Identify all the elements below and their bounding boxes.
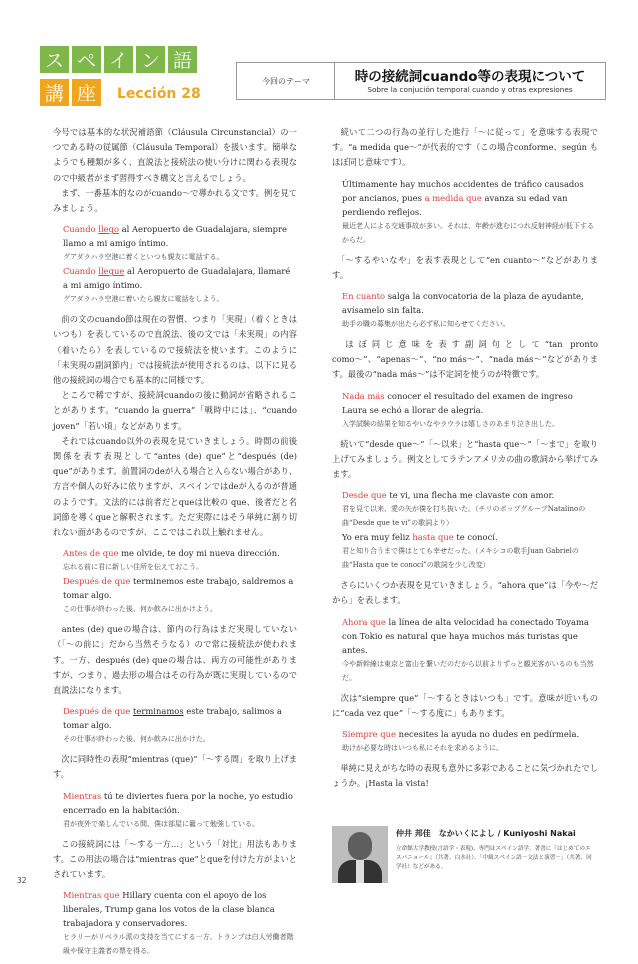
spanish-example: Desde que te vi, una flecha me clavaste con amor. xyxy=(342,490,555,501)
portrait-head xyxy=(348,832,372,860)
spanish-example: Ahora que la línea de alta velocidad ha conectado Toyama con Tokio es natural que haya muchos más turistas que antes. xyxy=(342,616,589,655)
japanese-translation: 今や新幹線は東京と富山を繋いだのだから以前よりずっと観光客がいるのも当然だ。 xyxy=(342,659,594,682)
example-block xyxy=(342,488,598,572)
page-number: 32 xyxy=(17,876,27,885)
japanese-translation: その仕事が終わった後、何か飲みに出かけた。 xyxy=(63,735,210,744)
japanese-translation: 助手の職の募集が出たら必ず私に知らせてください。 xyxy=(342,320,510,329)
spanish-example: Últimamente hay muchos accidentes de tráfico causados por ancianos, pues a medida que avanza su edad van perdiendo reflejos. xyxy=(342,178,584,217)
example-block xyxy=(342,289,598,331)
body-paragraph: ほぼ同じ意味を表す副詞句として“tan pronto como〜”、“apenas〜”、“no más〜”、“nada más〜”などがあります。最後の“nada más〜”は不定詞を使うのが特徴です。 xyxy=(332,339,601,380)
title-char: ス xyxy=(40,46,69,73)
example-block xyxy=(63,546,297,616)
example-block xyxy=(342,615,598,685)
title-char: ン xyxy=(136,46,165,73)
spanish-example: En cuanto salga la convocatoria de la plaza de ayudante, avísamelo sin falta. xyxy=(342,291,584,316)
example-block xyxy=(342,389,598,431)
theme-box xyxy=(334,62,606,100)
left-column xyxy=(53,125,297,964)
japanese-translation: グアダラハラ空港に着くといつも親友に電話する。 xyxy=(63,253,224,262)
spanish-example: Mientras que Hillary cuenta con el apoyo de los liberales, Trump gana los votos de la clase blanca trabajadora y conservadores. xyxy=(63,890,275,929)
body-paragraph: 単純に見えがちな時の表現も意外に多彩であることに気づかれたでしょうか。¡Hasta la vista! xyxy=(332,763,598,789)
author-photo xyxy=(332,826,388,883)
title-char: ペ xyxy=(72,46,101,73)
body-paragraph: さらにいくつか表現を見ていきましょう。“ahora que”は「今や〜だから」を表します。 xyxy=(332,580,598,606)
japanese-translation: 君と知り合うまで僕はとても幸せだった。（メキシコの歌手Juan Gabrielの曲“Hasta que te conocí”の歌詞を少し改変） xyxy=(342,547,579,570)
spanish-example: Yo era muy feliz hasta que te conocí. xyxy=(342,532,498,543)
body-paragraph: antes (de) queの場合は、節内の行為はまだ実現していない（「〜の前に」だから当然そうなる）ので常に接続法が使われます。一方、después (de) queの場合は、両方の可能性がありますが、つまり、過去形の場合はその行為が既に実現しているので直説法になります。 xyxy=(53,624,297,696)
body-paragraph: 続いて二つの行為の並行した進行「〜に従って」を意味する表現です。“a medida que〜”が代表的です（この場合conforme、según も ほぼ同じ意味です）。 xyxy=(332,127,601,168)
japanese-translation: 君を見て以来、愛の矢が僕を打ち抜いた。（チリのポップグループNatalinoの曲“Desde que te vi”の歌詞より） xyxy=(342,505,586,528)
example-block xyxy=(63,222,297,306)
title-char: 語 xyxy=(168,46,197,73)
spanish-example: Después de que terminemos este trabajo, saldremos a tomar algo. xyxy=(63,576,294,601)
japanese-translation: 忘れる前に君に新しい住所を伝えておこう。 xyxy=(63,563,203,572)
theme-title: 時の接続詞cuando等の表現について xyxy=(354,69,586,85)
author-bio: 立命館大学教授(言語学・表現)、専門はスペイン語学。著書に『はじめてのエスパニョール』（共著、白水社）、「中級スペイン語－文法と演習－」（共著、同学社）などがある。 xyxy=(396,846,592,871)
body-paragraph: この接続詞には「〜する一方…」という「対比」用法もあります。この用法の場合は“mientras que”とqueを付けた方がよいとされています。 xyxy=(53,838,297,880)
portrait-shirt xyxy=(356,860,364,883)
lesson-char: 講 xyxy=(40,79,69,106)
spanish-example: Mientras tú te diviertes fuera por la noche, yo estudio encerrado en la habitación. xyxy=(63,790,293,815)
theme-label: 今回のテーマ xyxy=(236,62,335,100)
example-block xyxy=(63,789,297,831)
body-paragraph: 今号では基本的な状況補語節（Cláusula Circunstancial）の一つである時の従属節（Cláusula Temporal）を扱います。簡単なようでも種類が多く、直説法と接続法の使い分けに関わる表現なので中級者がまず習得すべき構文と言えるでしょう。 まず、一番基本的なのがcuando〜で導かれる文です。例を見てみましょう。 xyxy=(53,127,297,214)
japanese-translation: 最近老人による交通事故が多い。それは、年齢が進むにつれ反射神経が低下するからだ。 xyxy=(342,221,594,244)
right-column xyxy=(332,125,601,794)
example-block xyxy=(63,704,297,746)
example-block xyxy=(342,727,598,755)
japanese-translation: 君が夜外で楽しんでいる間、僕は部屋に籠って勉強している。 xyxy=(63,819,259,828)
body-paragraph: 「〜するやいなや」を表す表現として“en cuanto〜”などがあります。 xyxy=(332,254,598,280)
body-paragraph: 前の文のcuando節は現在の習慣、つまり「実現」（着くときはいつも）を表しているので直説法、後の文では「未実現」の内容（着いたら）を表しているので接続法を使います。このように「未実現の副詞節内」では接続法が使用されるのは、以下に見る他の接続詞の場合でも基本的に同様です。 ところで稀ですが、接続詞cuandoの後に動詞が省略されることがあります。“cuando la guerra”「戦時中には」、“cuando joven”「若い頃」などがあります。 それではcuando以外の表現を見ていきましょう。時間の前後関係を表す表現として“antes (de) que”と“después (de) que”があります。前置詞のdeが入る場合と入らない場合があり、方言や個人の好みに依りますが、スペインではdeが入るのが普通のようです。文法的には前者だとqueは比較の que、後者だと名詞節を導くqueと解釈されます。ただ実際にはそう単純に割り切れない面があるのですが、ここではこれ以上触れません。 xyxy=(53,314,297,538)
lesson-char: 座 xyxy=(72,79,101,106)
japanese-translation: 助けが必要な時はいつも私にそれを求めるように。 xyxy=(342,744,503,753)
example-block xyxy=(342,177,598,247)
japanese-translation: この仕事が終わった後、何か飲みに出かけよう。 xyxy=(63,605,217,614)
example-block xyxy=(63,888,297,958)
spanish-example: Siempre que necesites la ayuda no dudes en pedírmela. xyxy=(342,729,580,740)
spanish-example: Cuando llego al Aeropuerto de Guadalajara, siempre llamo a mi amigo íntimo. xyxy=(63,224,288,249)
author-name: 仲井 邦佳 なかいくによし / Kuniyoshi Nakai xyxy=(396,829,576,838)
japanese-translation: グアダラハラ空港に着いたら親友に電話をしよう。 xyxy=(63,295,224,304)
japanese-translation: ヒラリーがリベラル派の支持を当てにする一方、トランプは白人労働者階級や保守主義者の票を得る。 xyxy=(63,933,294,956)
spanish-example: Nada más conocer el resultado del examen de ingreso Laura se echó a llorar de alegría. xyxy=(342,390,573,415)
theme-subtitle: Sobre la conjución temporal cuando y otras expresiones xyxy=(367,85,573,94)
body-paragraph: 次に同時性の表現“mientras (que)”「〜する間」を取り上げます。 xyxy=(53,754,297,780)
spanish-example: Cuando llegue al Aeropuerto de Guadalajara, llamaré a mi amigo íntimo. xyxy=(63,266,291,291)
page-header xyxy=(0,0,638,118)
body-paragraph: 続いて“desde que〜”「〜以来」と“hasta que〜”「〜まで」を取り上げてみましょう。例文としてラテンアメリカの曲の歌詞から挙げてみます。 xyxy=(332,438,598,480)
lesson-number: Lección 28 xyxy=(117,86,201,102)
spanish-example: Antes de que me olvide, te doy mi nueva dirección. xyxy=(63,548,280,559)
spanish-example: Después de que terminamos este trabajo, salimos a tomar algo. xyxy=(63,706,282,731)
body-paragraph: 次は“siempre que”「〜するときはいつも」です。意味が近いものに“cada vez que”「〜する度に」もあります。 xyxy=(332,692,598,718)
japanese-translation: 入学試験の結果を知るやいなやラウラは嬉しさのあまり泣き出した。 xyxy=(342,419,559,428)
title-char: イ xyxy=(104,46,133,73)
